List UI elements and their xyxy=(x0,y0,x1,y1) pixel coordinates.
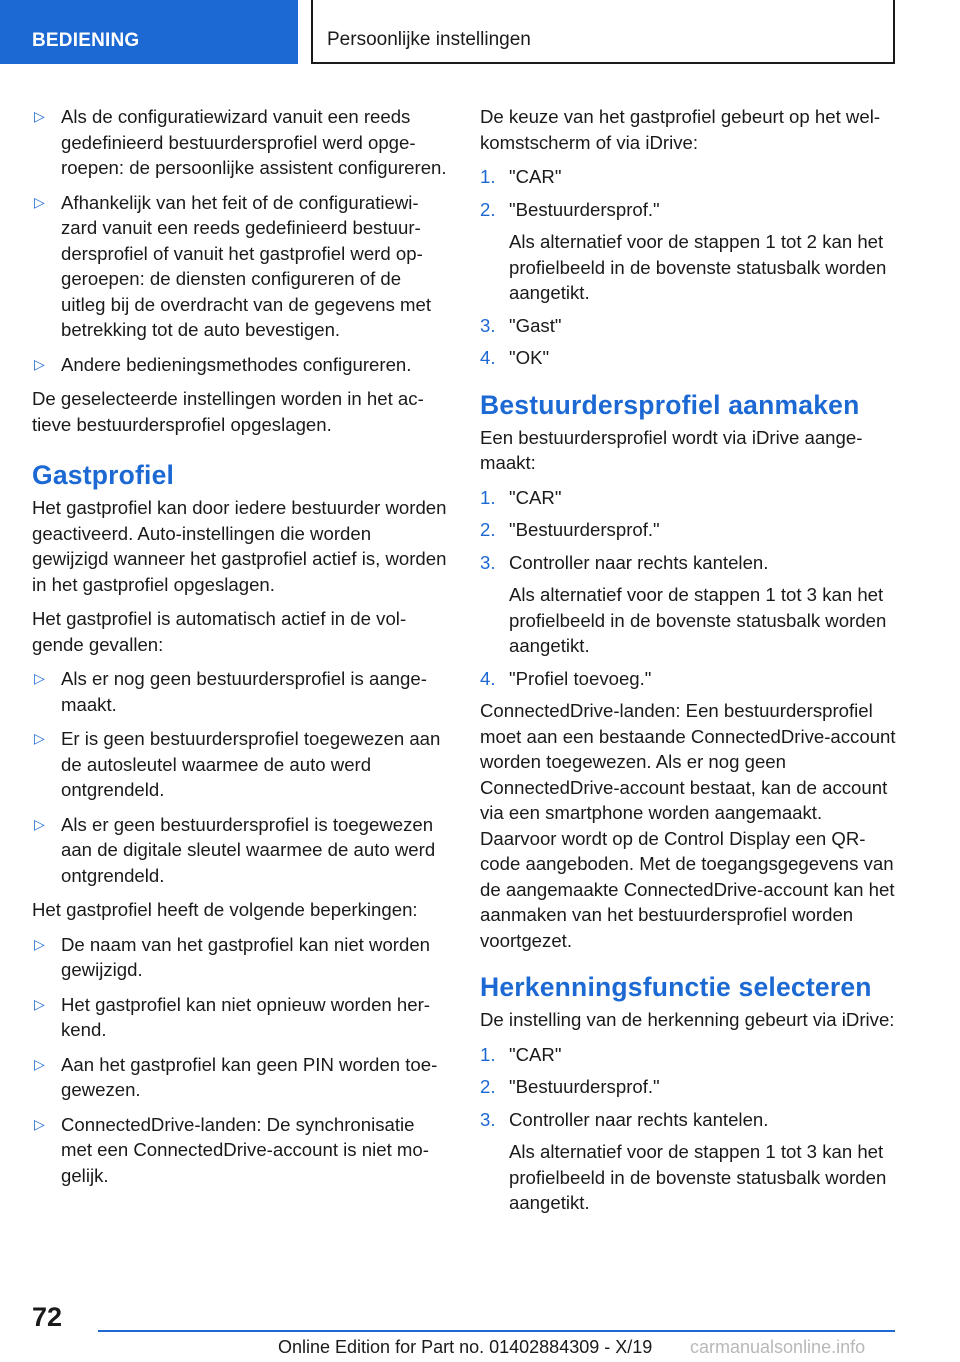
triangle-right-icon: ▷ xyxy=(34,935,45,952)
list-item: ▷ ConnectedDrive-landen: De synchronisatie met een ConnectedDrive-account is niet mogelijk. xyxy=(34,1113,429,1186)
triangle-right-icon: ▷ xyxy=(34,108,45,124)
right-column xyxy=(480,104,900,1223)
triangle-right-icon: ▷ xyxy=(34,670,45,686)
page-number: 72 xyxy=(32,1302,63,1332)
triangle-right-icon: ▷ xyxy=(34,815,45,832)
left-column xyxy=(32,104,448,1197)
triangle-right-icon: ▷ xyxy=(34,1055,45,1072)
paragraph: De instelling van de herkenning gebeurt via iDrive: xyxy=(480,1009,895,1030)
list-item: ▷ Als er geen bestuurdersprofiel is toegewezen aan de digitale sleutel waarmee de auto werd ontgrendeld. xyxy=(34,813,436,886)
paragraph: Het gastprofiel is automatisch actief in de volgende gevallen: xyxy=(32,608,407,655)
step-item: 4. "OK" xyxy=(480,347,550,368)
paragraph: De keuze van het gastprofiel gebeurt op het welkomstscherm of via iDrive: xyxy=(480,106,881,153)
step-list-2 xyxy=(480,485,900,692)
paragraph: ConnectedDrive-landen: Een bestuurdersprofiel moet aan een bestaande ConnectedDrive-account worden toegewezen. Als er nog geen ConnectedDrive-account bestaat, kan de account via een smartphone worden aangemaakt. Daarvoor wordt op de Control Display een QR-code aangeboden. Met de toegangsgegevens van de aangemaakte ConnectedDrive-account kan het aanmaken van het bestuurdersprofiel worden voortgezet. xyxy=(480,700,896,951)
step-item: 2. "Bestuurdersprof." xyxy=(480,1076,660,1097)
triangle-right-icon: ▷ xyxy=(34,1115,45,1132)
step-item: 1. "CAR" xyxy=(480,166,562,187)
section-tab: BEDIENING xyxy=(0,0,298,64)
step-item: 3. "Gast" xyxy=(480,314,562,336)
step-item: 1. "CAR" xyxy=(480,486,562,508)
bullet-list-1 xyxy=(32,104,448,377)
heading-herkenningsfunctie-selecteren: Herkenningsfunctie selecteren xyxy=(480,972,872,1002)
step-note: Als alternatief voor de stappen 1 tot 3 kan het profielbeeld in de bovenste statusbalk worden aangetikt. xyxy=(509,1141,887,1213)
step-list-3 xyxy=(480,1042,900,1216)
step-note: Als alternatief voor de stappen 1 tot 2 kan het profielbeeld in de bovenste statusbalk worden aangetikt. xyxy=(509,231,887,303)
bullet-list-2 xyxy=(32,666,448,888)
step-item: 4. "Profiel toevoeg." xyxy=(480,667,652,689)
list-item: ▷ Afhankelijk van het feit of de configuratiewizard vanuit een reeds gedefinieerd bestuurdersprofiel of vanuit het gastprofiel werd opgeroepen: de diensten configureren of de uitleg bij de overdracht van de gegevens met betrekking tot de auto bevestigen. xyxy=(34,191,432,340)
paragraph: Een bestuurdersprofiel wordt via iDrive aangemaakt: xyxy=(480,426,863,473)
list-item: ▷ Er is geen bestuurdersprofiel toegewezen aan de autosleutel waarmee de auto werd ontgrendeld. xyxy=(34,728,441,800)
step-note: Als alternatief voor de stappen 1 tot 3 kan het profielbeeld in de bovenste statusbalk worden aangetikt. xyxy=(509,584,887,656)
watermark: carmanualsonline.info xyxy=(690,1337,866,1357)
step-item: 3. Controller naar rechts kantelen. xyxy=(480,551,769,573)
chapter-title: Persoonlijke instellingen xyxy=(311,0,895,64)
heading-bestuurdersprofiel-aanmaken: Bestuurdersprofiel aanmaken xyxy=(480,389,860,420)
list-item: ▷ Als de configuratiewizard vanuit een reeds gedefinieerd bestuurdersprofiel werd opgeroepen: de persoonlijke assistent configureren. xyxy=(34,106,447,178)
list-item: ▷ Aan het gastprofiel kan geen PIN worden toegewezen. xyxy=(34,1053,438,1100)
step-item: 3. Controller naar rechts kantelen. xyxy=(480,1108,769,1130)
bullet-list-3 xyxy=(32,932,448,1189)
step-item: 2. "Bestuurdersprof." xyxy=(480,519,660,540)
list-item: ▷ Het gastprofiel kan niet opnieuw worden herkend. xyxy=(34,993,430,1040)
footer-divider xyxy=(98,1330,895,1332)
triangle-right-icon: ▷ xyxy=(34,193,45,210)
step-list-1 xyxy=(480,164,900,371)
step-item: 2. "Bestuurdersprof." xyxy=(480,198,660,220)
list-item: ▷ Als er nog geen bestuurdersprofiel is aangemaakt. xyxy=(34,668,427,715)
heading-gastprofiel: Gastprofiel xyxy=(32,460,175,490)
list-item: ▷ Andere bedieningsmethodes configureren. xyxy=(32,352,448,378)
triangle-right-icon: ▷ xyxy=(34,995,45,1012)
list-item: ▷ De naam van het gastprofiel kan niet worden gewijzigd. xyxy=(34,933,430,980)
step-item: 1. "CAR" xyxy=(480,1043,562,1065)
paragraph: Het gastprofiel heeft de volgende beperkingen: xyxy=(32,899,418,920)
triangle-right-icon: ▷ xyxy=(34,730,45,746)
paragraph: Het gastprofiel kan door iedere bestuurder worden geactiveerd. Auto-instellingen die worden gewijzigd wanneer het gastprofiel actief is, worden in het gastprofiel opgeslagen. xyxy=(32,497,447,595)
edition-text: Online Edition for Part no. 01402884309 - X/19 xyxy=(278,1337,653,1357)
paragraph: De geselecteerde instellingen worden in het actieve bestuurdersprofiel opgeslagen. xyxy=(32,388,424,435)
triangle-right-icon: ▷ xyxy=(34,355,45,372)
